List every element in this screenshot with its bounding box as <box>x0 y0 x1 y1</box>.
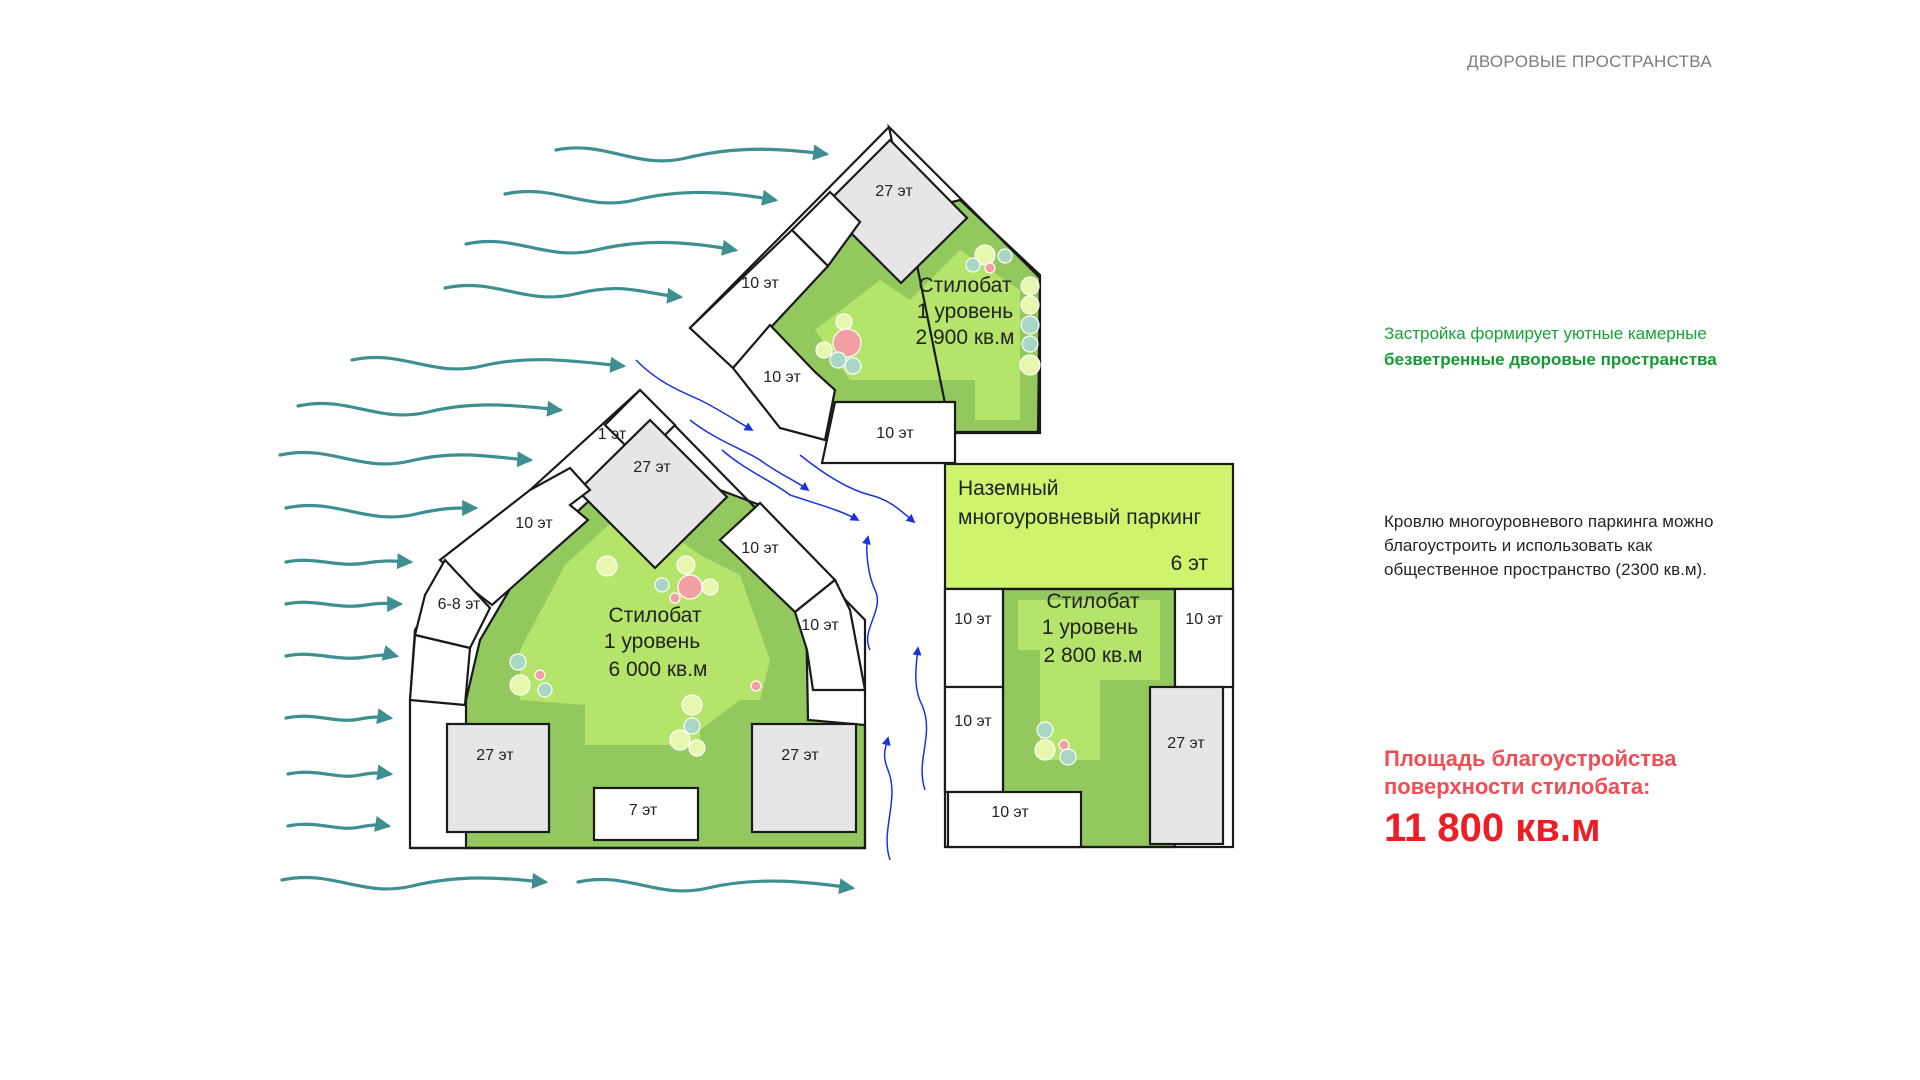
wind-arrow-icon <box>286 602 400 606</box>
west-tower-top-label: 27 эт <box>633 459 671 476</box>
tree-icon <box>655 578 669 592</box>
east-bottom-label: 10 эт <box>991 804 1029 821</box>
east-parking-floors: 6 эт <box>1170 552 1208 575</box>
north-stylobate-line-3: 2 900 кв.м <box>915 326 1015 349</box>
north-tower-label: 27 эт <box>875 183 913 200</box>
west-tower-left-label: 27 эт <box>476 747 514 764</box>
tree-icon <box>1022 336 1038 352</box>
west-right-lower-label: 10 эт <box>801 617 839 634</box>
east-tower-right <box>1150 687 1223 844</box>
east-right-upper <box>1175 589 1233 687</box>
flow-arrow-icon <box>916 648 927 790</box>
wind-arrow-icon <box>286 654 396 658</box>
east-parking-line-2: многоуровневый паркинг <box>958 506 1202 529</box>
wind-arrow-icon <box>505 191 775 203</box>
wind-arrow-icon <box>282 877 545 889</box>
flow-arrow-icon <box>867 537 878 650</box>
wind-arrow-icon <box>352 357 623 369</box>
west-left-bottom <box>410 635 470 705</box>
tree-icon <box>510 675 530 695</box>
wind-shelter-note-line-2: безветренные дворовые пространства <box>1384 350 1717 369</box>
east-stylobate-line-1: Стилобат <box>1046 590 1140 613</box>
east-left-upper <box>945 589 1003 687</box>
tree-icon <box>597 556 617 576</box>
total-area-line-2: поверхности стилобата: <box>1384 774 1651 799</box>
wind-arrow-icon <box>556 148 826 161</box>
tree-icon <box>538 683 552 697</box>
east-parking-line-1: Наземный <box>958 477 1059 500</box>
tree-icon <box>1020 355 1040 375</box>
tree-icon <box>670 730 690 750</box>
north-stylobate-line-1: Стилобат <box>918 274 1012 297</box>
wind-arrow-icon <box>288 772 390 776</box>
west-left-upper-label: 10 эт <box>515 515 553 532</box>
east-right-upper-label: 10 эт <box>1185 611 1223 628</box>
total-area-line-1: Площадь благоустройства <box>1384 746 1677 771</box>
wind-arrow-icon <box>298 403 560 415</box>
wind-arrow-icon <box>445 285 680 297</box>
parking-roof-note-line-2: благоустроить и использовать как <box>1384 536 1653 555</box>
flow-arrow-icon <box>885 738 892 860</box>
east-left-upper-label: 10 эт <box>954 611 992 628</box>
tree-icon <box>751 681 761 691</box>
west-bottom-label: 7 эт <box>628 802 658 819</box>
east-left-lower <box>945 687 1003 792</box>
tree-icon <box>1021 316 1039 334</box>
tree-icon <box>998 249 1012 263</box>
tree-icon <box>702 579 718 595</box>
tree-icon <box>816 342 832 358</box>
tree-icon <box>830 352 846 368</box>
west-stylobate-line-1: Стилобат <box>608 604 702 627</box>
parking-roof-note-line-3: общественное пространство (2300 кв.м). <box>1384 560 1707 579</box>
north-wing-b-label: 10 эт <box>763 369 801 386</box>
west-top-label: 1 эт <box>597 426 627 443</box>
north-wing-a-label: 10 эт <box>741 275 779 292</box>
wind-shelter-note-line-1: Застройка формирует уютные камерные <box>1384 324 1707 343</box>
tree-icon <box>836 314 852 330</box>
tree-icon <box>510 654 526 670</box>
wind-arrow-icon <box>288 824 388 828</box>
west-stylobate-line-3: 6 000 кв.м <box>608 658 708 681</box>
north-stylobate-line-2: 1 уровень <box>916 300 1014 323</box>
tree-icon <box>670 593 680 603</box>
flow-arrow-icon <box>800 455 914 522</box>
tree-icon <box>678 575 702 599</box>
wind-arrow-icon <box>280 452 530 464</box>
west-tower-right <box>752 724 856 832</box>
tree-icon <box>689 740 705 756</box>
tree-icon <box>1021 277 1039 295</box>
east-left-lower-label: 10 эт <box>954 713 992 730</box>
west-right-upper-label: 10 эт <box>741 540 779 557</box>
west-stylobate-line-2: 1 уровень <box>603 630 701 653</box>
east-stylobate-line-3: 2 800 кв.м <box>1043 644 1143 667</box>
tree-icon <box>966 258 980 272</box>
wind-arrow-icon <box>286 716 390 720</box>
tree-icon <box>682 695 702 715</box>
west-tower-right-label: 27 эт <box>781 747 819 764</box>
tree-icon <box>845 358 861 374</box>
wind-arrow-icon <box>466 241 735 253</box>
wind-arrow-icon <box>286 560 410 564</box>
tree-icon <box>985 263 995 273</box>
north-wing-c-label: 10 эт <box>876 425 914 442</box>
page-title: ДВОРОВЫЕ ПРОСТРАНСТВА <box>1467 52 1712 71</box>
wind-arrow-icon <box>286 505 475 517</box>
tree-icon <box>677 556 695 574</box>
tree-icon <box>1021 296 1039 314</box>
wind-arrow-icon <box>578 879 852 891</box>
tree-icon <box>1037 722 1053 738</box>
west-tower-left <box>447 724 549 832</box>
parking-roof-note-line-1: Кровлю многоуровневого паркинга можно <box>1384 512 1714 531</box>
west-left-lower-label: 6-8 эт <box>437 596 481 613</box>
east-tower-right-label: 27 эт <box>1167 735 1205 752</box>
tree-icon <box>1035 740 1055 760</box>
total-area-value: 11 800 кв.м <box>1384 806 1601 850</box>
tree-icon <box>535 670 545 680</box>
tree-icon <box>1060 749 1076 765</box>
east-stylobate-line-2: 1 уровень <box>1041 616 1139 639</box>
